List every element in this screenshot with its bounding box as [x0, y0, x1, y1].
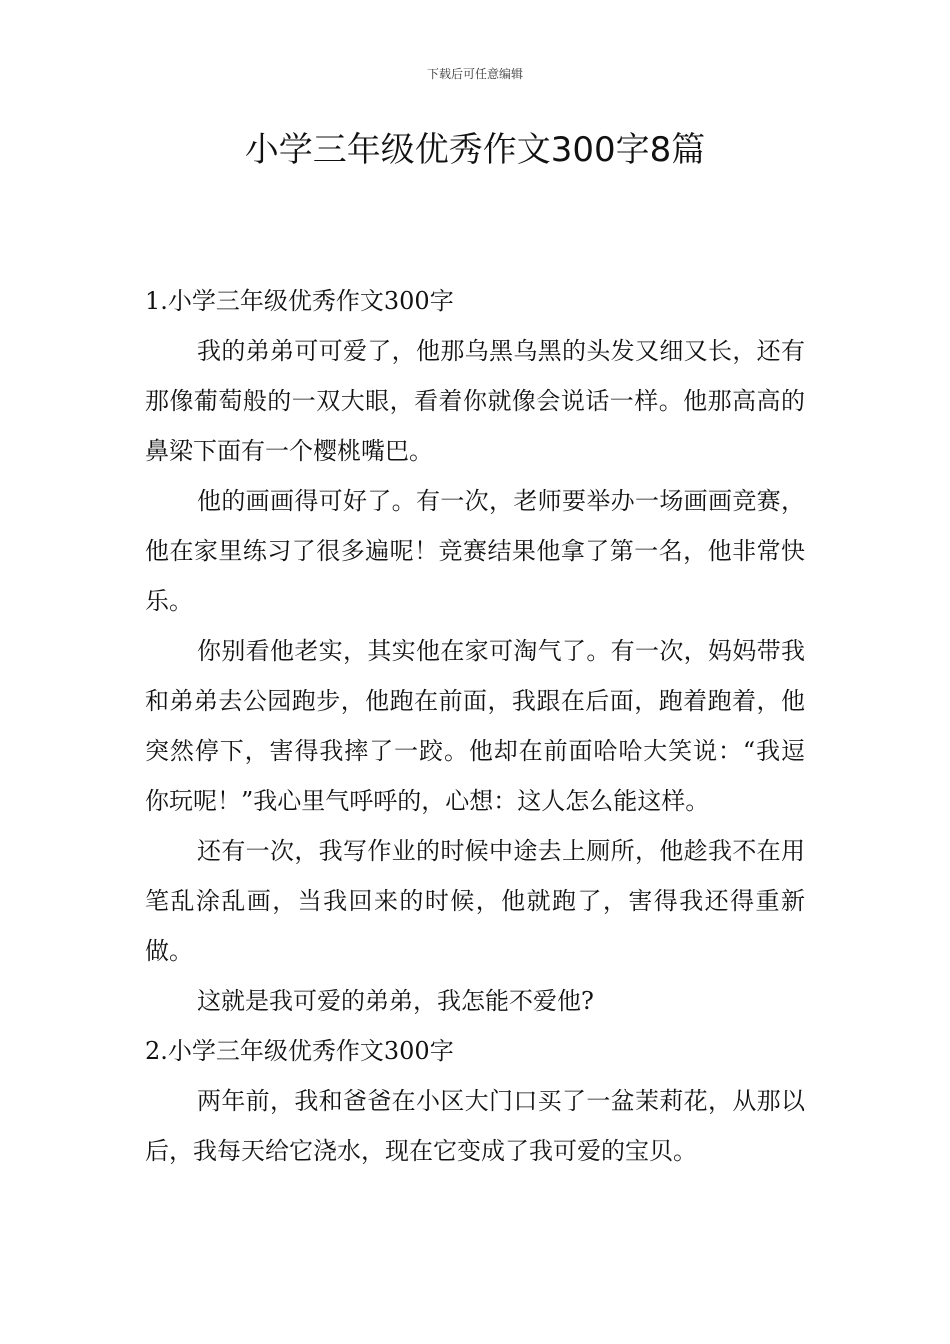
section-heading: 1.小学三年级优秀作文300字	[145, 287, 454, 315]
paragraph: 我的弟弟可可爱了，他那乌黑乌黑的头发又细又长，还有那像葡萄般的一双大眼，看着你就像会说话一样。他那高高的鼻梁下面有一个樱桃嘴巴。	[145, 337, 805, 465]
header-note: 下载后可任意编辑	[426, 67, 523, 81]
document-body	[145, 276, 805, 1176]
paragraph: 他的画画得可好了。有一次，老师要举办一场画画竞赛，他在家里练习了很多遍呢！竞赛结果他拿了第一名，他非常快乐。	[145, 487, 805, 615]
paragraph: 两年前，我和爸爸在小区大门口买了一盆茉莉花，从那以后，我每天给它浇水，现在它变成了我可爱的宝贝。	[145, 1087, 805, 1165]
paragraph: 你别看他老实，其实他在家可淘气了。有一次，妈妈带我和弟弟去公园跑步，他跑在前面，我跟在后面，跑着跑着，他突然停下，害得我摔了一跤。他却在前面哈哈大笑说：“我逗你玩呢！”我心里气呼呼的，心想：这人怎么能这样。	[145, 637, 805, 815]
paragraph: 这就是我可爱的弟弟，我怎能不爱他?	[197, 987, 594, 1015]
document-title: 小学三年级优秀作文300字8篇	[244, 130, 706, 170]
section-heading: 2.小学三年级优秀作文300字	[145, 1037, 454, 1065]
paragraph: 还有一次，我写作业的时候中途去上厕所，他趁我不在用笔乱涂乱画，当我回来的时候，他就跑了，害得我还得重新做。	[145, 837, 805, 965]
